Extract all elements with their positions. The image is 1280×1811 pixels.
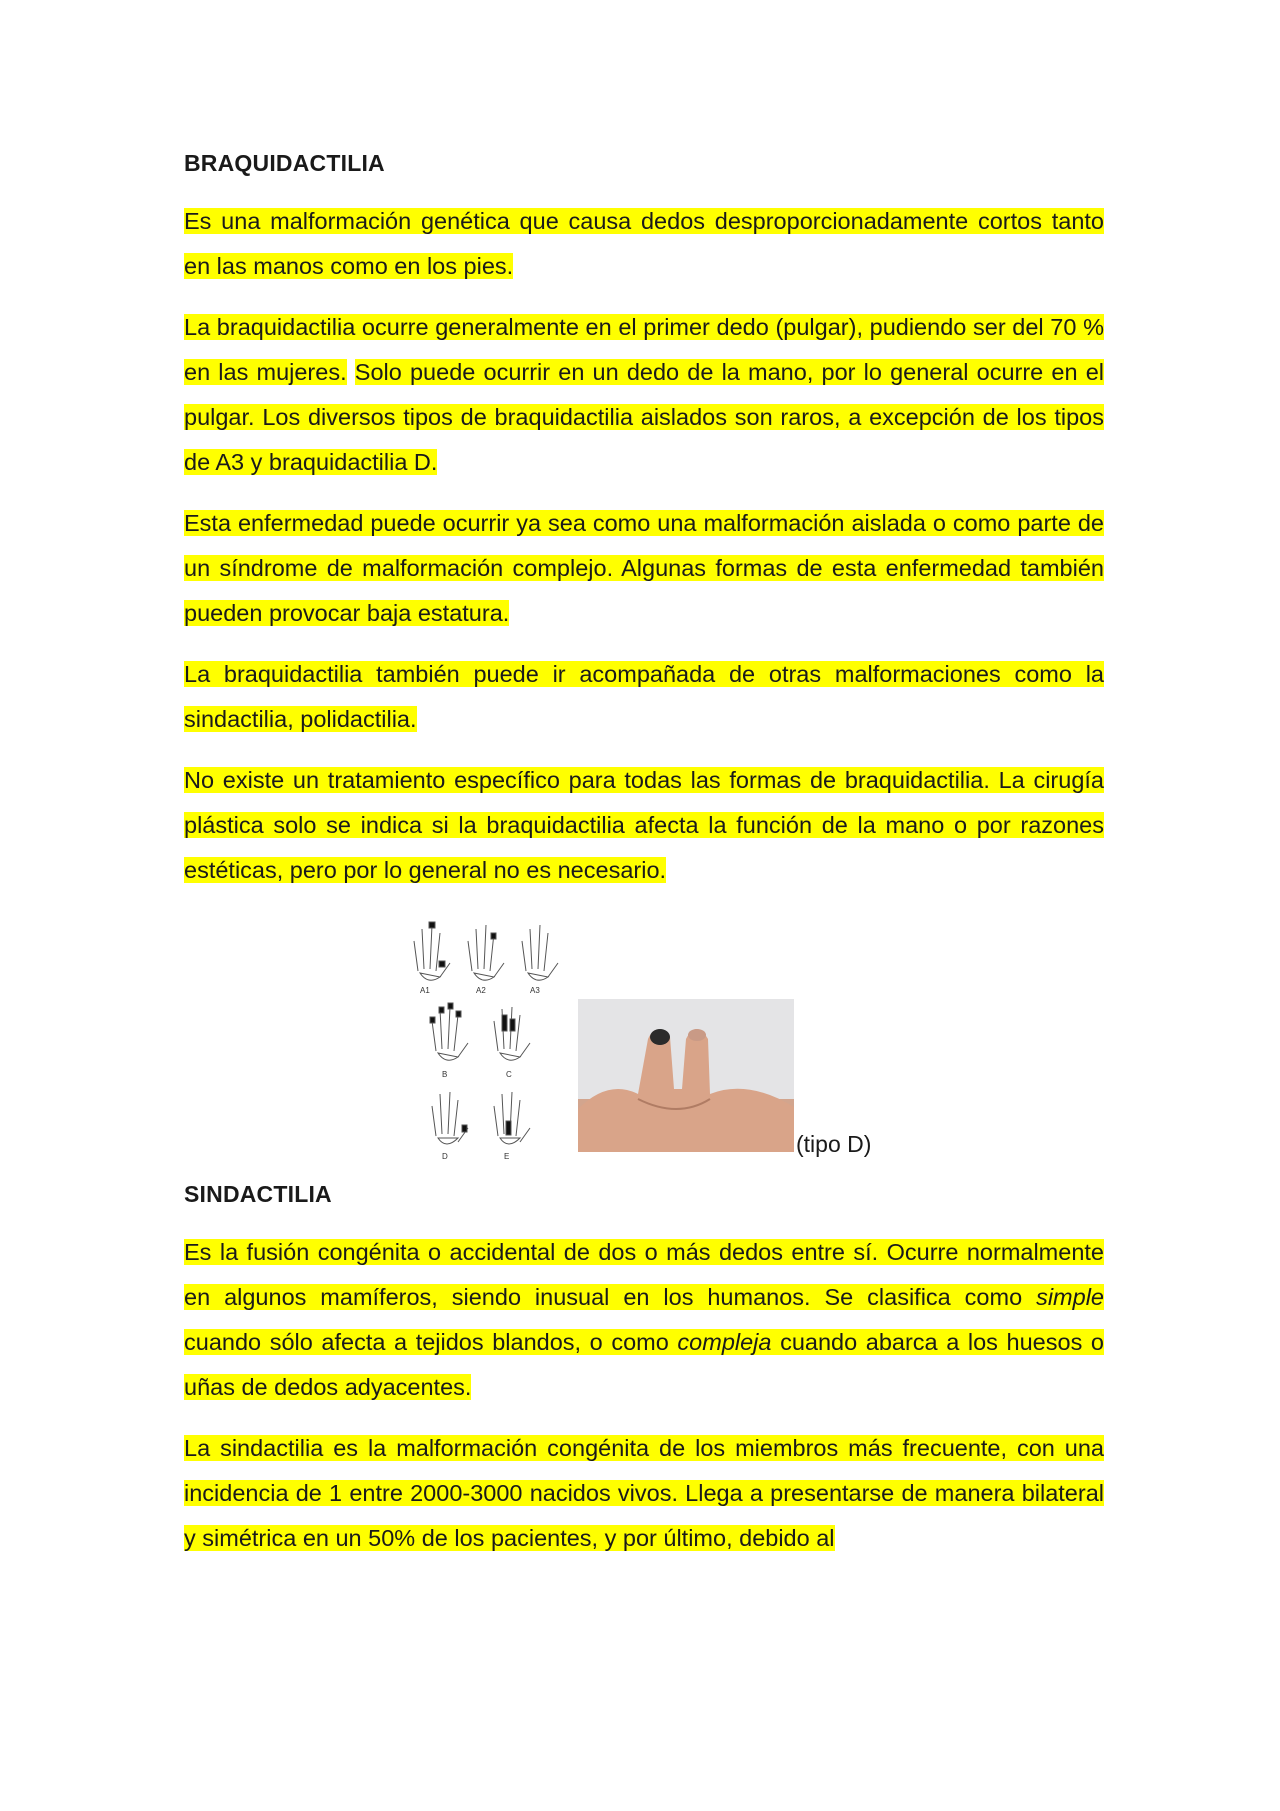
emphasis-compleja: compleja	[677, 1329, 772, 1355]
highlighted-text: La sindactilia es la malformación congénita de los miembros más frecuente, con una incidencia de 1 entre 2000-3000 nacidos vivos. Llega a presentarse de manera bilateral y simétrica en un 50% de los pacientes, y por último, debido al	[184, 1435, 1104, 1551]
label-a1: A1	[420, 986, 430, 995]
hand-types-diagram	[406, 911, 566, 1161]
highlighted-text: Es una malformación genética que causa dedos desproporcionadamente cortos tanto en las manos como en los pies.	[184, 208, 1104, 279]
paragraph-sindactilia-incidence	[184, 1426, 1104, 1561]
label-e: E	[504, 1152, 510, 1161]
thumb-photo	[578, 999, 794, 1152]
heading-sindactilia: SINDACTILIA	[184, 1181, 332, 1207]
highlighted-text: Esta enfermedad puede ocurrir ya sea como una malformación aislada o como parte de un síndrome de malformación complejo. Algunas formas de esta enfermedad también pueden provocar baja estatura.	[184, 510, 1104, 626]
hand-a2-icon	[468, 925, 504, 980]
brachydactyly-figure	[184, 911, 1104, 1181]
heading-braquidactilia: BRAQUIDACTILIA	[184, 150, 385, 176]
label-d: D	[442, 1152, 448, 1161]
paragraph-associated	[184, 652, 1104, 742]
label-c: C	[506, 1070, 512, 1079]
paragraph-treatment	[184, 758, 1104, 893]
hand-a1-icon	[414, 922, 450, 980]
hand-e-icon	[494, 1092, 530, 1144]
label-a2: A2	[476, 986, 486, 995]
highlighted-text: Es la fusión congénita o accidental de dos o más dedos entre sí. Ocurre normalmente en algunos mamíferos, siendo inusual en los humanos. Se clasifica como simple cuando sólo afecta a tejidos blandos, o como compleja cuando abarca a los huesos o uñas de dedos adyacentes.	[184, 1239, 1104, 1400]
paragraph-sindactilia-definition	[184, 1230, 1104, 1410]
highlighted-text: No existe un tratamiento específico para todas las formas de braquidactilia. La cirugía plástica solo se indica si la braquidactilia afecta la función de la mano o por razones estéticas, pero por lo general no es necesario.	[184, 767, 1104, 883]
figure-caption: (tipo D)	[796, 1131, 872, 1157]
hand-b-icon	[430, 1003, 468, 1060]
hand-c-icon	[494, 1007, 530, 1060]
highlighted-text: Solo puede ocurrir en un dedo de la mano, por lo general ocurre en el pulgar. Los diversos tipos de braquidactilia aislados son raros, a excepción de los tipos de A3 y braquidactilia D.	[184, 359, 1105, 475]
paragraph-definition	[184, 199, 1104, 289]
label-a3: A3	[530, 986, 540, 995]
document-page	[184, 150, 1104, 1561]
emphasis-simple: simple	[1036, 1284, 1104, 1310]
hand-d-icon	[432, 1092, 468, 1144]
highlighted-text: La braquidactilia ocurre generalmente en el primer dedo (pulgar), pudiendo ser del 70 % en las mujeres.	[184, 314, 1104, 385]
hand-a3-icon	[522, 925, 558, 980]
paragraph-syndrome	[184, 501, 1104, 636]
label-b: B	[442, 1070, 448, 1079]
paragraph-occurrence	[184, 305, 1104, 485]
highlighted-text: La braquidactilia también puede ir acompañada de otras malformaciones como la sindactilia, polidactilia.	[184, 661, 1104, 732]
